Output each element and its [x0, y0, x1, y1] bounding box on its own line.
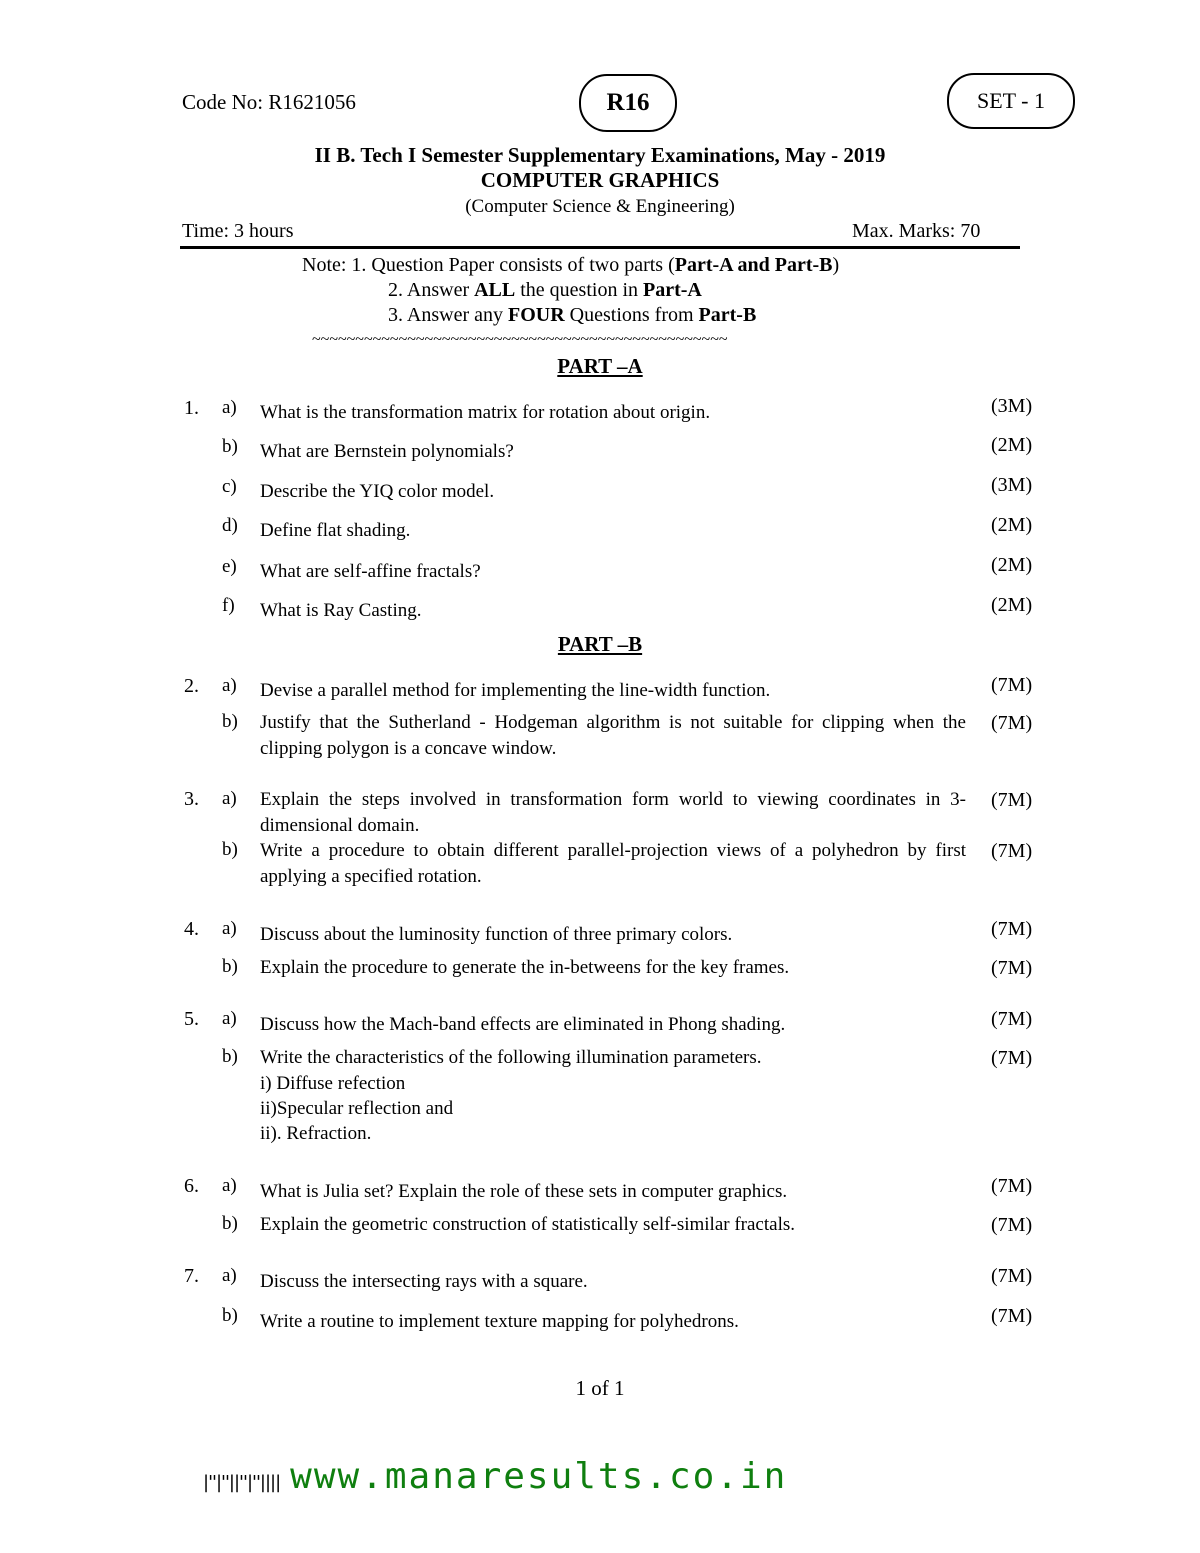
sub-label: a) — [222, 918, 237, 939]
question-marks: (7M) — [991, 1214, 1033, 1236]
sub-label: a) — [222, 675, 237, 696]
sub-label: f) — [222, 595, 235, 616]
max-marks: Max. Marks: 70 — [852, 220, 981, 242]
question-text: Write a routine to implement texture mapping for polyhedrons. — [260, 1311, 739, 1332]
exam-title: II B. Tech I Semester Supplementary Examinations, May - 2019 — [314, 143, 886, 167]
branch-name: (Computer Science & Engineering) — [465, 196, 735, 217]
question-marks: (3M) — [991, 395, 1033, 417]
question-marks: (7M) — [991, 789, 1033, 811]
question-number: 3. — [184, 788, 199, 810]
question-text: Explain the procedure to generate the in-betweens for the key frames. — [260, 957, 790, 978]
sub-label: c) — [222, 476, 237, 497]
question-number: 7. — [184, 1265, 199, 1287]
watermark-url: www.manaresults.co.in — [290, 1456, 788, 1497]
question-marks: (3M) — [991, 474, 1033, 496]
question-subitem: i) Diffuse refection — [260, 1073, 406, 1094]
question-text: Explain the geometric construction of statistically self-similar fractals. — [260, 1214, 795, 1235]
question-number: 5. — [184, 1008, 199, 1030]
question-text: Define flat shading. — [260, 520, 411, 541]
subject-title: COMPUTER GRAPHICS — [480, 168, 720, 192]
question-marks: (7M) — [991, 1008, 1033, 1030]
question-marks: (7M) — [991, 712, 1033, 734]
set-badge: SET - 1 — [947, 73, 1075, 129]
question-text: Justify that the Sutherland - Hodgeman algorithm is not suitable for clipping when the clipping polygon is a concave window. — [260, 712, 966, 759]
question-marks: (7M) — [991, 1265, 1033, 1287]
page-number: 1 of 1 — [575, 1376, 625, 1400]
question-text: Discuss how the Mach-band effects are eliminated in Phong shading. — [260, 1014, 786, 1035]
question-text: What are Bernstein polynomials? — [260, 441, 514, 462]
sub-label: b) — [222, 956, 238, 977]
sub-label: a) — [222, 1008, 237, 1029]
question-text: Discuss about the luminosity function of three primary colors. — [260, 924, 733, 945]
sub-label: b) — [222, 1046, 238, 1067]
sub-label: b) — [222, 1305, 238, 1326]
question-subitem: ii)Specular reflection and — [260, 1098, 454, 1119]
sub-label: b) — [222, 436, 238, 457]
question-text: Write a procedure to obtain different parallel-projection views of a polyhedron by first applying a specified rotation. — [260, 840, 966, 887]
question-text: Describe the YIQ color model. — [260, 481, 495, 502]
question-subitem: ii). Refraction. — [260, 1123, 372, 1144]
question-text: What is Julia set? Explain the role of these sets in computer graphics. — [260, 1181, 788, 1202]
question-marks: (7M) — [991, 674, 1033, 696]
question-marks: (2M) — [991, 434, 1033, 456]
sub-label: b) — [222, 1213, 238, 1234]
question-text: Write the characteristics of the following illumination parameters. — [260, 1047, 762, 1068]
question-marks: (2M) — [991, 514, 1033, 536]
code-number: Code No: R1621056 — [182, 90, 356, 114]
sub-label: a) — [222, 397, 237, 418]
sub-label: b) — [222, 839, 238, 860]
question-marks: (7M) — [991, 1305, 1033, 1327]
sub-label: e) — [222, 556, 237, 577]
question-text: Explain the steps involved in transformation form world to viewing coordinates in 3-dimensional domain. — [260, 789, 966, 836]
sub-label: d) — [222, 515, 238, 536]
question-number: 2. — [184, 675, 199, 697]
sub-label: a) — [222, 1265, 237, 1286]
question-marks: (7M) — [991, 1047, 1033, 1069]
question-number: 6. — [184, 1175, 199, 1197]
question-text: Discuss the intersecting rays with a square. — [260, 1271, 588, 1292]
question-text: What is the transformation matrix for rotation about origin. — [260, 402, 711, 423]
question-marks: (7M) — [991, 840, 1033, 862]
note-line-1: Note: 1. Question Paper consists of two parts (Part-A and Part-B) — [302, 254, 840, 276]
question-text: Devise a parallel method for implementing the line-width function. — [260, 680, 771, 701]
regulation-badge: R16 — [579, 74, 677, 132]
note-line-2: 2. Answer ALL the question in Part-A — [388, 279, 702, 301]
note-separator: ~~~~~~~~~~~~~~~~~~~~~~~~~~~~~~~~~~~~~~~~~~~~~~~~ — [312, 331, 728, 348]
question-text: What are self-affine fractals? — [260, 561, 481, 582]
question-text: What is Ray Casting. — [260, 600, 422, 621]
sub-label: b) — [222, 711, 238, 732]
sub-label: a) — [222, 1175, 237, 1196]
part-a-heading: PART –A — [557, 354, 643, 378]
watermark — [203, 1456, 787, 1497]
part-b-heading: PART –B — [557, 632, 643, 656]
question-marks: (2M) — [991, 594, 1033, 616]
question-marks: (7M) — [991, 1175, 1033, 1197]
question-marks: (7M) — [991, 918, 1033, 940]
note-line-3: 3. Answer any FOUR Questions from Part-B — [388, 304, 757, 326]
header-divider — [180, 246, 1020, 249]
question-marks: (7M) — [991, 957, 1033, 979]
question-number: 4. — [184, 918, 199, 940]
question-marks: (2M) — [991, 554, 1033, 576]
sub-label: a) — [222, 788, 237, 809]
barcode-text: |''|''||''|''|||| — [203, 1472, 281, 1493]
question-number: 1. — [184, 397, 199, 419]
exam-time: Time: 3 hours — [182, 220, 294, 242]
